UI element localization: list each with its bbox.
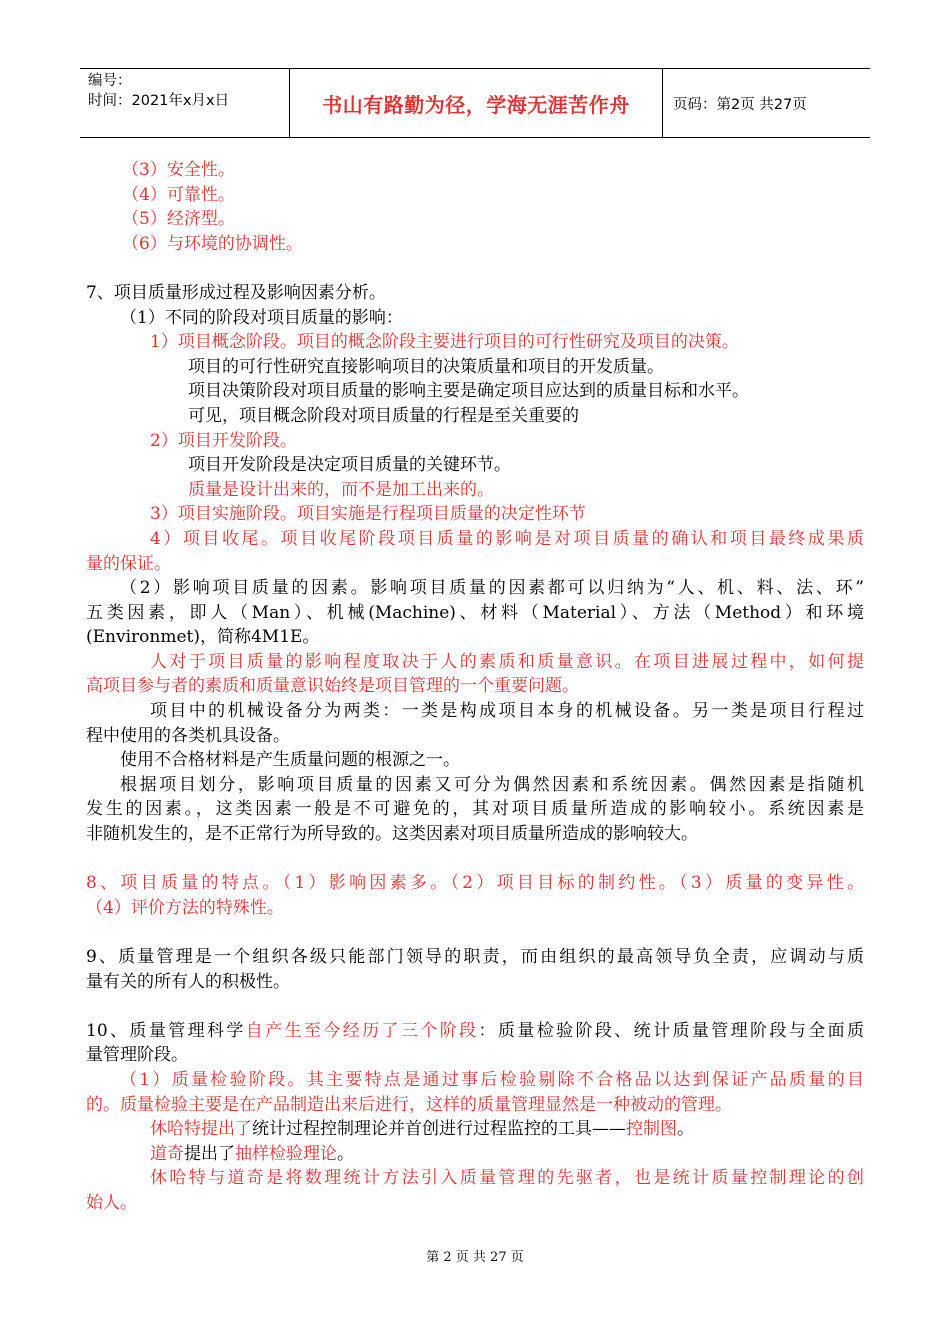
- text-line: 的。质量检验主要是在产品制造出来后进行，这样的质量管理显然是一种被动的管理。: [86, 1094, 732, 1115]
- text-line: （5）经济型。: [122, 209, 235, 230]
- text-segment: 道奇: [150, 1143, 184, 1164]
- blank-line: [86, 920, 864, 945]
- text-line: 始人。: [86, 1192, 137, 1213]
- text-line: 3）项目实施阶段。项目实施是行程项目质量的决定性环节: [150, 504, 586, 525]
- text-line: 量的保证。: [86, 553, 171, 574]
- text-line: 量管理阶段。: [86, 1045, 188, 1066]
- text-segment: 控制图: [626, 1119, 677, 1140]
- text-line: 高项目参与者的素质和质量意识始终是项目管理的一个重要问题。: [86, 676, 579, 697]
- text-segment: 自产生至今经历了三个阶段: [245, 1020, 479, 1041]
- text-line: 人对于项目质量的影响程度取决于人的素质和质量意识。在项目进展过程中，如何提: [150, 651, 864, 672]
- text-line: （2）影响项目质量的因素。影响项目质量的因素都可以归纳为“人、机、料、法、环”: [120, 578, 864, 599]
- document-body: [86, 158, 864, 1216]
- text-line: (Environmet)，简称4M1E。: [86, 627, 320, 648]
- text-line: [86, 1142, 864, 1167]
- text-line: [86, 1117, 864, 1142]
- text-segment: 提出了: [184, 1143, 235, 1164]
- text-line: 根据项目划分，影响项目质量的因素又可分为偶然因素和系统因素。偶然因素是指随机: [120, 774, 864, 795]
- document-date-label: 时间：2021年x月x日: [88, 93, 230, 109]
- text-line: 7、项目质量形成过程及影响因素分析。: [86, 282, 386, 303]
- text-segment: 。: [337, 1143, 354, 1164]
- text-line: [86, 1019, 864, 1044]
- text-segment: 10、质量管理科学: [86, 1020, 246, 1041]
- header-page-label: 页码：第2页 共27页: [673, 96, 807, 113]
- text-line: 1）项目概念阶段。项目的概念阶段主要进行项目的可行性研究及项目的决策。: [150, 332, 739, 353]
- text-line: 非随机发生的，是不正常行为所导致的。这类因素对项目质量所造成的影响较大。: [86, 824, 698, 845]
- text-line: （4）可靠性。: [122, 184, 235, 205]
- text-line: 程中使用的各类机具设备。: [86, 725, 290, 746]
- blank-line: [86, 994, 864, 1019]
- text-line: 9、质量管理是一个组织各级只能部门领导的职责，而由组织的最高领导负全责，应调动与质: [86, 947, 864, 967]
- text-line: 项目开发阶段是决定项目质量的关键环节。: [188, 455, 511, 476]
- text-line: （3）安全性。: [122, 160, 235, 180]
- text-line: 可见，项目概念阶段对项目质量的行程是至关重要的: [188, 405, 579, 426]
- text-line: 质量是设计出来的，而不是加工出来的。: [188, 479, 494, 500]
- header-left-cell: [80, 69, 290, 137]
- text-line: 使用不合格材料是产生质量问题的根源之一。: [120, 750, 460, 771]
- text-line: （6）与环境的协调性。: [122, 233, 303, 254]
- text-line: （1）不同的阶段对项目质量的影响：: [120, 307, 403, 328]
- text-line: 项目决策阶段对项目质量的影响主要是确定项目应达到的质量目标和水平。: [188, 381, 749, 402]
- document-number-label: 编号：: [88, 73, 132, 89]
- text-line: 发生的因素。，这类因素一般是不可避免的，其对项目质量所造成的影响较小。系统因素是: [86, 799, 864, 820]
- text-line: （4）评价方法的特殊性。: [86, 897, 284, 918]
- text-line: 8、项目质量的特点。（1）影响因素多。（2）项目目标的制约性。（3）质量的变异性。: [86, 873, 864, 894]
- text-segment: 。: [677, 1119, 694, 1140]
- text-segment: 休哈特提出了: [150, 1119, 252, 1140]
- text-line: （1）质量检验阶段。其主要特点是通过事后检验剔除不合格品以达到保证产品质量的目: [120, 1069, 864, 1090]
- text-line: 项目中的机械设备分为两类：一类是构成项目本身的机械设备。另一类是项目行程过: [150, 701, 864, 722]
- page-footer: 第 2 页 共 27 页: [426, 1250, 524, 1265]
- text-segment: 抽样检验理论: [235, 1143, 337, 1164]
- text-segment: 统计过程控制理论并首创进行过程监控的工具——: [252, 1119, 626, 1140]
- text-line: 五类因素，即人（Man）、机械(Machine)、材料（Material）、方法（Method）和环境: [86, 602, 864, 623]
- text-segment: ：质量检验阶段、统计质量管理阶段与全面质: [478, 1020, 865, 1041]
- text-line: 量有关的所有人的积极性。: [86, 971, 290, 992]
- text-line: 休哈特与道奇是将数理统计方法引入质量管理的先驱者，也是统计质量控制理论的创: [150, 1168, 864, 1189]
- header-motto: 书山有路勤为径，学海无涯苦作舟: [290, 69, 663, 137]
- blank-line: [86, 847, 864, 872]
- text-line: 4）项目收尾。项目收尾阶段项目质量的影响是对项目质量的确认和项目最终成果质: [150, 528, 864, 549]
- text-line: 项目的可行性研究直接影响项目的决策质量和项目的开发质量。: [188, 356, 664, 377]
- blank-line: [86, 256, 864, 281]
- page-header: [80, 68, 870, 138]
- text-line: 2）项目开发阶段。: [150, 430, 297, 451]
